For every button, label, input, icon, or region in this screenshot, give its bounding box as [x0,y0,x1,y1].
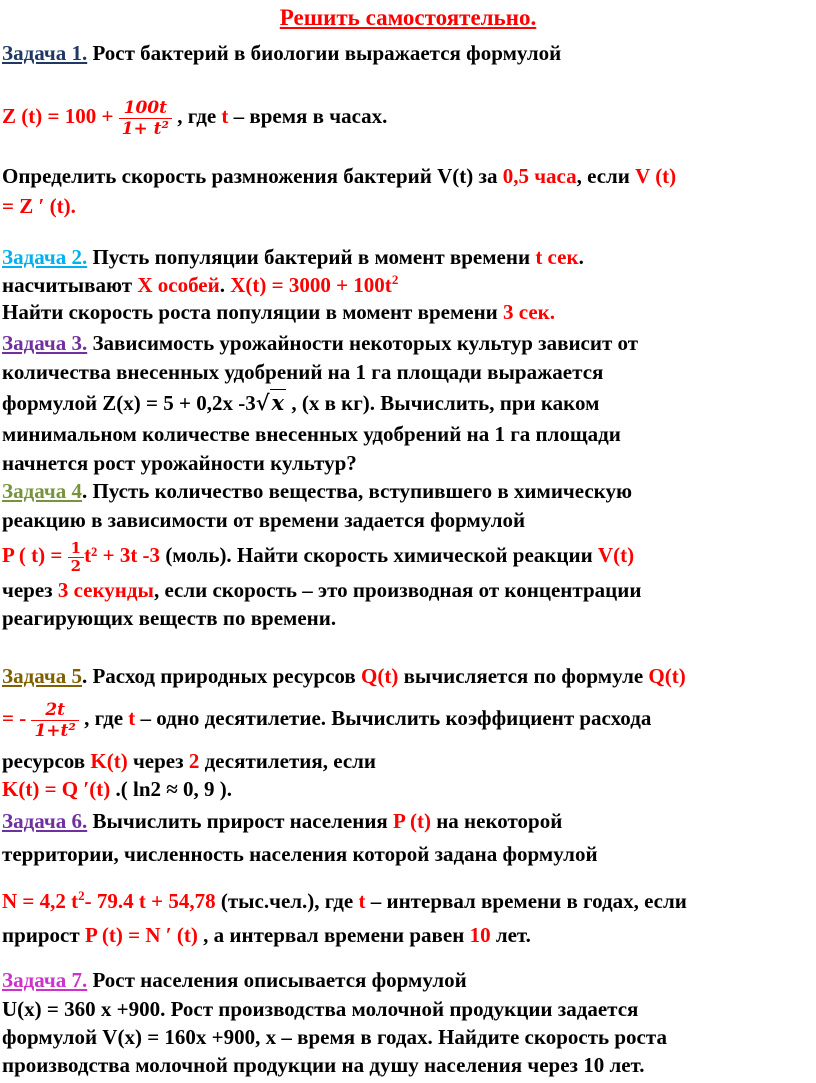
formula: X(t) = 3000 + 100t [230,273,392,297]
page-title: Решить самостоятельно. [279,5,537,30]
highlight: P (t) [393,809,431,833]
text: через [2,578,58,602]
task-5-label: Задача 5 [2,664,82,688]
highlight: K(t) [90,749,128,773]
task-4-line-4 [2,577,641,603]
formula: N = 4,2 t [2,889,79,913]
variable-t: t [128,706,136,730]
variable-t: t [221,104,229,128]
text: Пусть популяции бактерий в момент времени [87,245,536,269]
task-4-line-1 [2,478,632,504]
text: насчитывают [2,273,138,297]
highlight: V (t) [635,164,677,188]
task-6-label: Задача 6. [2,809,88,833]
highlight: X особей [137,273,220,297]
text: . [578,245,584,269]
formula-lhs: Z (t) = 100 + [2,104,119,128]
highlight: 3 сек. [503,300,556,324]
text: . Пусть количество вещества, вступившего в химическую [81,479,633,503]
text: Вычислить прирост населения [87,809,394,833]
highlight: Q(t) [648,664,686,688]
task-7-line-3: формулой V(x) = 160x +900, x – время в годах. Найдите скорость роста [2,1025,667,1049]
task-5-line-1 [2,663,686,689]
formula: - 79.4 t + 54,78 [84,889,216,913]
formula-text: , где [171,104,222,128]
task-6-line-2: территории, численность населения которой задана формулой [2,842,598,866]
task-2-line-1 [2,244,584,270]
task-6-line-4 [2,922,531,948]
highlight: 10 [469,923,491,947]
fraction-denominator: 2 [70,556,82,575]
fraction [119,98,172,139]
text: Зависимость урожайности некоторых культур зависит от [87,331,639,355]
question-text: , если [576,164,636,188]
text: , если скорость – это производная от концентрации [153,578,642,602]
task-7-label: Задача 7. [2,968,88,992]
formula-lhs: = - [2,706,32,730]
highlight: V(t) [597,543,635,567]
text: Найти скорость роста популяции в момент времени [2,300,504,324]
text: вычисляется по формуле [398,664,649,688]
text: формулой Z(x) = 5 + 0,2x -3 [2,391,256,415]
text: .( ln2 ≈ 0, 9 ). [110,777,233,801]
text: , (x в кг). Вычислить, при каком [286,391,600,415]
text: Рост населения описывается формулой [87,968,467,992]
question-text: Определить скорость размножения бактерий V(t) за [2,164,503,188]
sqrt-sign: √x [255,390,285,415]
text: , а интервал времени равен [197,923,470,947]
highlight: 0,5 часа [502,164,577,188]
task-4-line-3 [2,534,634,576]
task-1-heading [2,40,561,66]
text: (моль). Найти скорость химической реакции [160,543,598,567]
task-4-line-2: реакцию в зависимости от времени задается формулой [2,508,526,532]
fraction [68,540,84,575]
formula: P (t) = N ′ (t) [84,923,198,947]
text: (тыс.чел.), где [215,889,359,913]
radicand: x [271,390,285,415]
formula-text: – время в часах. [228,104,388,128]
highlight: Q(t) [361,664,399,688]
text: . [219,273,231,297]
fraction-denominator: 1+t² [34,720,76,741]
task-1-text: Рост бактерий в биологии выражается формулой [87,41,562,65]
task-4-label: Задача 4 [2,479,82,503]
task-2-line-3 [2,299,555,325]
task-1-label: Задача 1. [2,41,88,65]
task-3-label: Задача 3. [2,331,88,355]
text: лет. [490,923,531,947]
task-4-line-5: реагирующих веществ по времени. [2,606,337,630]
task-3-line-2: количества внесенных удобрений на 1 га площади выражается [2,360,604,384]
highlight: 3 секунды [57,578,154,602]
fraction-numerator: 2t [31,700,78,721]
text: – интервал времени в годах, если [365,889,687,913]
text: прирост [2,923,85,947]
fraction-numerator: 1 [68,540,84,558]
superscript: 2 [391,272,399,287]
task-7-line-1 [2,967,467,993]
task-5-line-2 [2,696,651,741]
highlight: 2 [188,749,200,773]
task-1-formula [2,94,387,139]
task-3-line-5: начнется рост урожайности культур? [2,451,357,475]
formula: t² + 3t -3 [84,543,161,567]
text: через [127,749,189,773]
task-7-line-4: производства молочной продукции на душу населения через 10 лет. [2,1053,645,1077]
text: . Расход природных ресурсов [81,664,361,688]
task-2-line-2 [2,272,398,298]
text: на некоторой [430,809,563,833]
task-6-line-1 [2,808,562,834]
task-3-line-3 [2,390,599,416]
formula: K(t) = Q ′(t) [2,777,111,801]
fraction-numerator: 100t [119,98,172,119]
text: , где [78,706,129,730]
task-2-label: Задача 2. [2,245,88,269]
text: десятилетия, если [199,749,377,773]
task-5-line-4 [2,776,232,802]
fraction-denominator: 1+ t² [121,118,169,139]
formula-lhs: P ( t) = [2,543,68,567]
text: ресурсов [2,749,91,773]
task-3-line-1 [2,330,638,356]
task-1-question [2,163,676,189]
highlight: t сек [535,245,579,269]
task-7-line-2: U(x) = 360 x +900. Рост производства молочной продукции задается [2,997,639,1021]
fraction [31,700,78,741]
task-1-question-end: = Z ′ (t). [2,194,76,218]
superscript: 2 [78,888,85,903]
task-6-line-3 [2,888,687,914]
task-5-line-3 [2,748,376,774]
task-3-line-4: минимальном количестве внесенных удобрений на 1 га площади [2,422,621,446]
variable-t: t [358,889,366,913]
text: – одно десятилетие. Вычислить коэффициент расхода [135,706,652,730]
